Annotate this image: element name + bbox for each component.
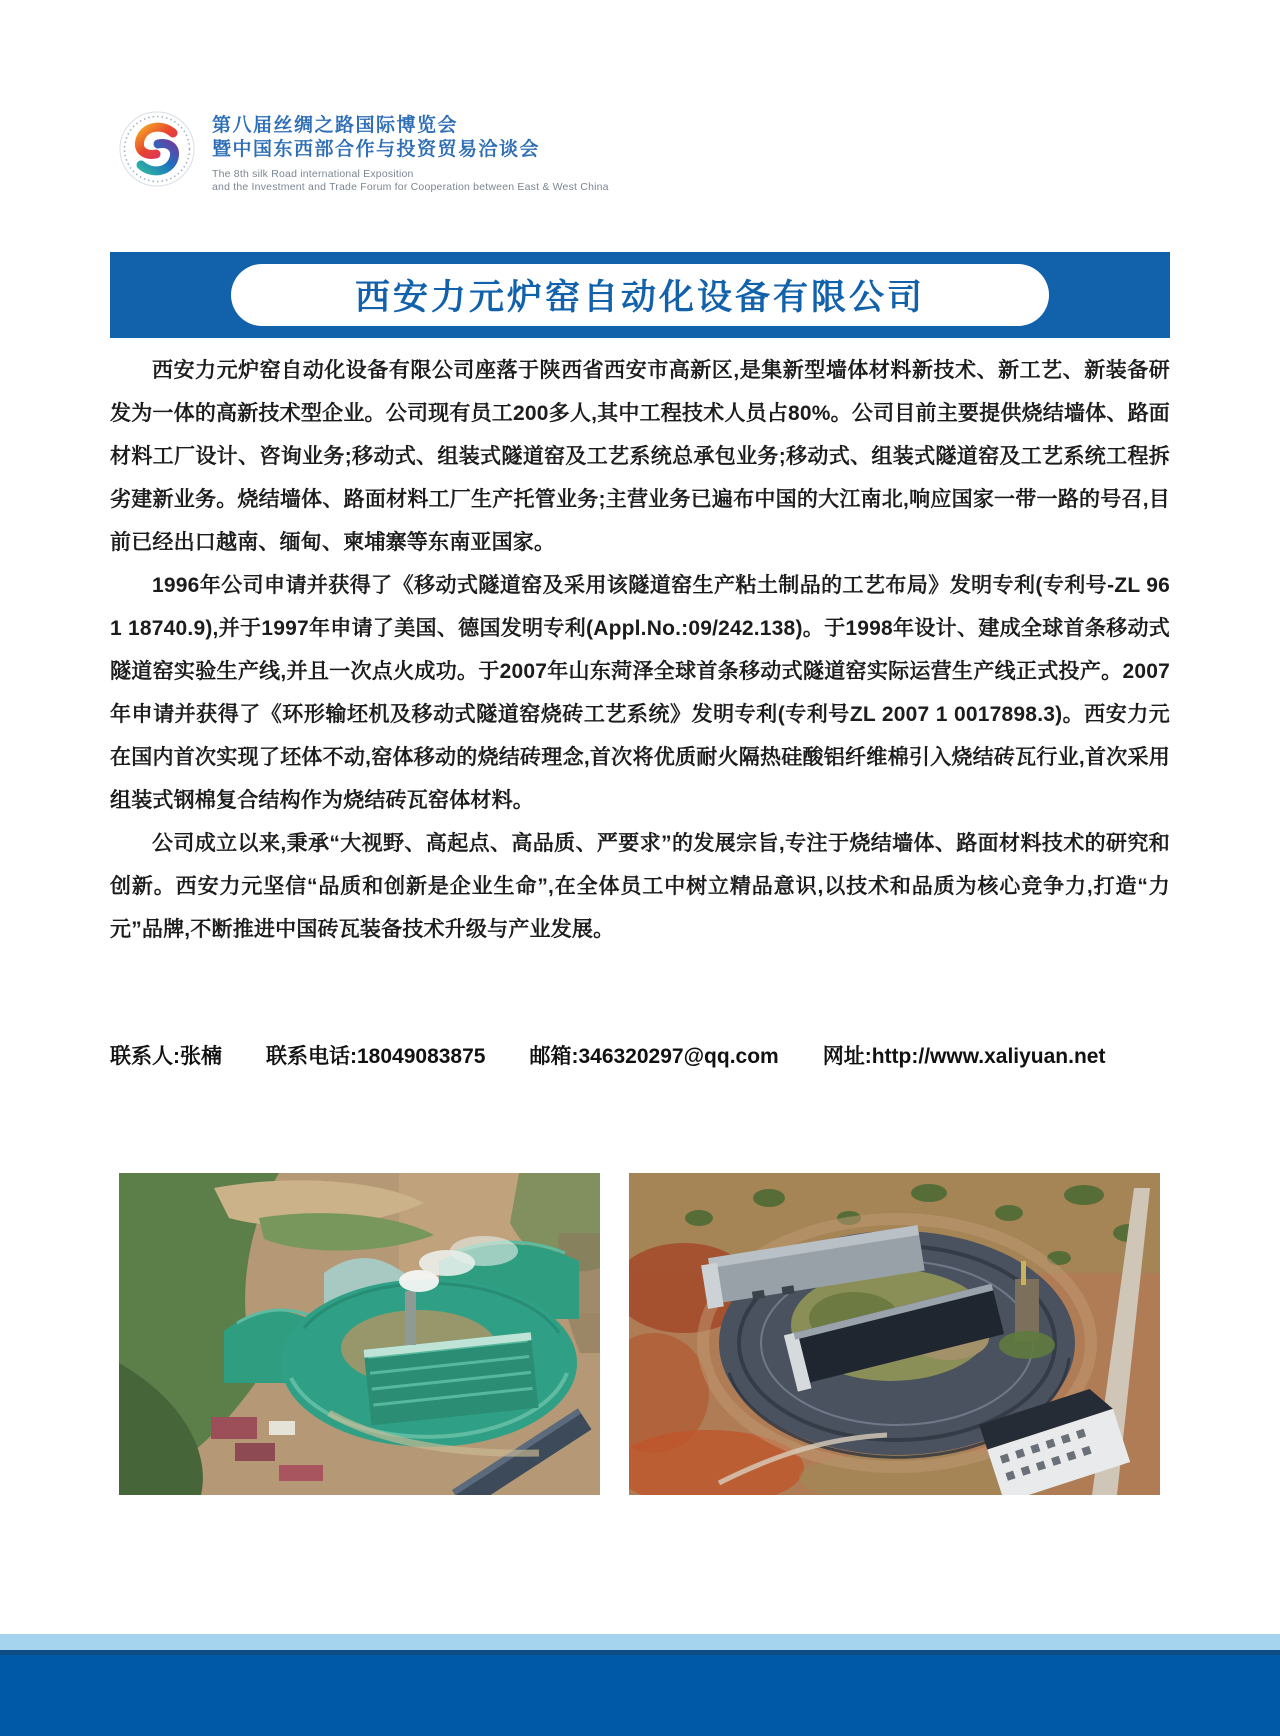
expo-title-block: [212, 110, 609, 193]
footer-light-blue-strip: [0, 1634, 1280, 1650]
company-profile-text: [110, 349, 1170, 951]
contact-phone: 联系电话:18049083875: [266, 1045, 486, 1068]
company-name-pill: [231, 264, 1049, 326]
expo-title-cn-line1: 第八届丝绸之路国际博览会: [212, 115, 459, 136]
circular-kiln-building-photo: [629, 1173, 1160, 1495]
company-name: 西安力元炉窑自动化设备有限公司: [354, 278, 925, 317]
footer-dark-blue-band: [0, 1655, 1280, 1736]
contact-email: 邮箱:346320297@qq.com: [529, 1045, 779, 1068]
silk-road-expo-logo-icon: [118, 110, 196, 188]
contact-line: [110, 1040, 1170, 1070]
contact-person: 联系人:张楠: [110, 1045, 222, 1068]
expo-title-en-line2: and the Investment and Trade Forum for Cooperation between East & West China: [212, 180, 609, 193]
company-name-banner: [110, 252, 1170, 338]
expo-title-cn-line2: 暨中国东西部合作与投资贸易洽谈会: [212, 139, 541, 160]
factory-photos: [119, 1173, 1160, 1495]
mission-paragraph: 公司成立以来,秉承“大视野、高起点、高品质、严要求”的发展宗旨,专注于烧结墙体、路面材料技术的研究和创新。西安力元坚信“品质和创新是企业生命”,在全体员工中树立精品意识,以技术和品质为核心竞争力,打造“力元”品牌,不断推进中国砖瓦装备技术升级与产业发展。: [110, 832, 1170, 941]
expo-header: [118, 110, 609, 193]
patent-history-paragraph: 1996年公司申请并获得了《移动式隧道窑及采用该隧道窑生产粘土制品的工艺布局》发明专利(专利号-ZL 96 1 18740.9),并于1997年申请了美国、德国发明专利(Appl.No.:09/242.138)。于1998年设计、建成全球首条移动式隧道窑实验生产线,并且一次点火成功。于2007年山东菏泽全球首条移动式隧道窑实际运营生产线正式投产。2007年申请并获得了《环形输坯机及移动式隧道窑烧砖工艺系统》发明专利(专利号ZL 2007 1 0017898.3)。西安力元在国内首次实现了坯体不动,窑体移动的烧结砖理念,首次将优质耐火隔热硅酸铝纤维棉引入烧结砖瓦行业,首次采用组装式钢棉复合结构作为烧结砖瓦窑体材料。: [110, 574, 1170, 812]
expo-title-en-line1: The 8th silk Road international Exposition: [212, 168, 414, 180]
intro-paragraph: 西安力元炉窑自动化设备有限公司座落于陕西省西安市高新区,是集新型墙体材料新技术、新工艺、新装备研发为一体的高新技术型企业。公司现有员工200多人,其中工程技术人员占80%。公司目前主要提供烧结墙体、路面材料工厂设计、咨询业务;移动式、组装式隧道窑及工艺系统总承包业务;移动式、组装式隧道窑及工艺系统工程拆劣建新业务。烧结墙体、路面材料工厂生产托管业务;主营业务已遍布中国的大江南北,响应国家一带一路的号召,目前已经出口越南、缅甸、柬埔寨等东南亚国家。: [110, 359, 1170, 554]
contact-website: 网址:http://www.xaliyuan.net: [822, 1045, 1106, 1068]
green-ring-kiln-factory-photo: [119, 1173, 600, 1495]
